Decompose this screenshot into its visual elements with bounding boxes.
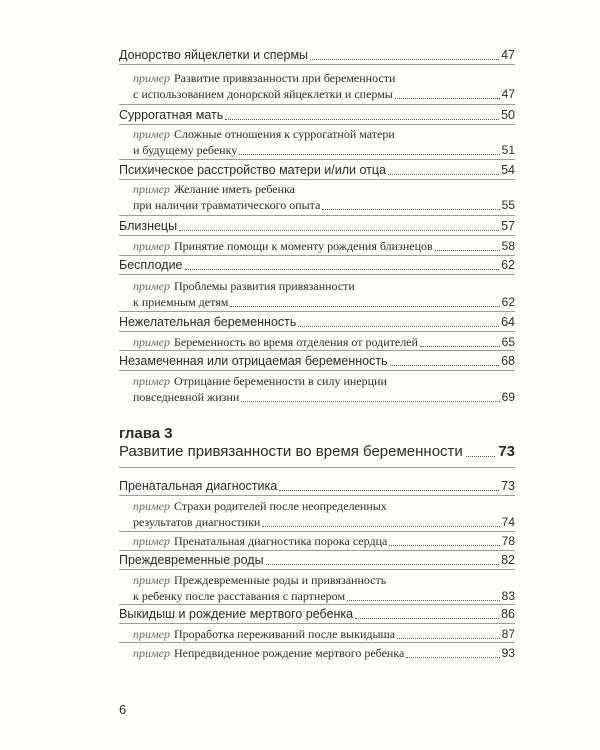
- toc-entry-title: Незамеченная или отрицаемая беременность: [119, 354, 388, 368]
- toc-example-entry: [133, 334, 515, 350]
- toc-page-number: 83: [501, 589, 515, 603]
- toc-entry-title-line1: Отрицание беременности в силу инерции: [173, 374, 387, 388]
- entry-divider: [119, 604, 515, 605]
- toc-entry-title-line2: к приемным детям: [133, 295, 229, 309]
- chapter-heading: [119, 443, 515, 461]
- toc-entry-title: Бесплодие: [119, 258, 183, 272]
- toc-entry: [119, 354, 515, 369]
- toc-example-entry: [133, 645, 515, 661]
- toc-entry-title-line1: Проблемы развития привязанности: [173, 279, 355, 293]
- leader-dots: [225, 119, 499, 120]
- entry-divider: [119, 495, 515, 496]
- entry-divider: [119, 274, 515, 275]
- chapter-title: Развитие привязанности во время беременности: [119, 443, 463, 460]
- example-label: пример: [133, 71, 170, 85]
- entry-divider: [119, 104, 515, 105]
- leader-dots: [355, 618, 499, 619]
- entry-divider: [119, 255, 515, 256]
- leader-dots: [466, 456, 496, 457]
- chapter-label: глава 3: [119, 425, 173, 442]
- toc-entry: [119, 315, 515, 330]
- toc-entry-title: Близнецы: [119, 219, 178, 233]
- leader-dots: [397, 638, 500, 639]
- toc-page-number: 82: [501, 553, 515, 567]
- entry-divider: [119, 124, 515, 125]
- leader-dots: [420, 346, 500, 347]
- toc-entry-title: Беременность во время отделения от родителей: [173, 335, 418, 349]
- toc-example-entry: [133, 572, 515, 604]
- toc-example-entry: [133, 626, 515, 642]
- leader-dots: [239, 154, 499, 155]
- toc-page-number: 57: [501, 219, 515, 233]
- toc-entry: [119, 108, 515, 123]
- toc-entry: [119, 219, 515, 234]
- entry-divider: [119, 370, 515, 371]
- example-label: пример: [133, 374, 170, 388]
- example-label: пример: [133, 499, 170, 513]
- toc-page-number: 69: [501, 390, 515, 404]
- toc-entry-title-line2: с использованием донорской яйцеклетки и спермы: [133, 87, 393, 101]
- example-label: пример: [133, 279, 170, 293]
- leader-dots: [310, 59, 499, 60]
- toc-page-number: 62: [501, 295, 515, 309]
- entry-divider: [119, 159, 515, 160]
- toc-page-number: 65: [501, 335, 515, 349]
- toc-entry-title-line2: результатов диагностики: [133, 515, 261, 529]
- toc-entry-title: Пренатальная диагностика порока сердца: [173, 534, 388, 548]
- entry-divider: [119, 623, 515, 624]
- toc-entry-title-line1: Страхи родителей после неопределенных: [173, 499, 387, 513]
- toc-example-entry: [133, 70, 515, 102]
- toc-entry: [119, 163, 515, 178]
- toc-page-number: 73: [501, 479, 515, 493]
- toc-page-number: 86: [501, 607, 515, 621]
- toc-example-entry: [133, 126, 515, 158]
- example-label: пример: [133, 239, 170, 253]
- toc-page-number: 50: [501, 108, 515, 122]
- entry-divider: [119, 235, 515, 236]
- toc-entry-title-line2: к ребенку после расставания с партнером: [133, 589, 346, 603]
- toc-entry: [119, 553, 515, 568]
- toc-page-number: 47: [501, 87, 515, 101]
- entry-divider: [119, 350, 515, 351]
- entry-divider: [119, 550, 515, 551]
- leader-dots: [241, 401, 499, 402]
- leader-dots: [388, 174, 499, 175]
- toc-page-number: 68: [501, 354, 515, 368]
- example-label: пример: [133, 182, 170, 196]
- table-of-contents: [119, 0, 515, 750]
- leader-dots: [406, 657, 499, 658]
- toc-entry-title: Непредвиденное рождение мертвого ребенка: [173, 646, 405, 660]
- toc-page-number: 54: [501, 163, 515, 177]
- toc-entry-title-line1: Сложные отношения к суррогатной матери: [173, 127, 395, 141]
- example-label: пример: [133, 573, 170, 587]
- leader-dots: [298, 326, 499, 327]
- toc-entry-title: Проработка переживаний после выкидыша: [173, 627, 396, 641]
- toc-entry: [119, 607, 515, 622]
- entry-divider: [119, 642, 515, 643]
- toc-entry-title: Психическое расстройство матери и/или отца: [119, 163, 386, 177]
- toc-entry-title-line2: и будущему ребенку: [133, 143, 238, 157]
- toc-entry-title-line1: Желание иметь ребенка: [173, 182, 295, 196]
- leader-dots: [279, 490, 499, 491]
- toc-page-number: 74: [501, 515, 515, 529]
- toc-example-entry: [133, 533, 515, 549]
- toc-example-entry: [133, 498, 515, 530]
- toc-page-number: 78: [501, 534, 515, 548]
- toc-page-number: 93: [501, 646, 515, 660]
- toc-entry: [119, 258, 515, 273]
- toc-entry: [119, 479, 515, 494]
- leader-dots: [185, 269, 500, 270]
- entry-divider: [119, 215, 515, 216]
- entry-divider: [119, 467, 515, 468]
- toc-page-number: 64: [501, 315, 515, 329]
- toc-entry: [119, 48, 515, 63]
- toc-entry-title: Нежелательная беременность: [119, 315, 297, 329]
- toc-example-entry: [133, 278, 515, 310]
- toc-entry-title: Суррогатная мать: [119, 108, 224, 122]
- example-label: пример: [133, 335, 170, 349]
- example-label: пример: [133, 534, 170, 548]
- leader-dots: [347, 600, 500, 601]
- leader-dots: [389, 545, 499, 546]
- toc-page-number: 47: [501, 48, 515, 62]
- leader-dots: [262, 526, 499, 527]
- toc-page-number: 87: [501, 627, 515, 641]
- toc-entry-title-line1: Преждевременные роды и привязанность: [173, 573, 387, 587]
- example-label: пример: [133, 627, 170, 641]
- toc-entry-title: Выкидыш и рождение мертвого ребенка: [119, 607, 354, 621]
- example-label: пример: [133, 127, 170, 141]
- toc-page-number: 55: [501, 198, 515, 212]
- page-number-folio: 6: [119, 702, 127, 717]
- toc-page-number: 62: [501, 258, 515, 272]
- entry-divider: [119, 531, 515, 532]
- entry-divider: [119, 311, 515, 312]
- leader-dots: [266, 564, 500, 565]
- chapter-page-number: 73: [498, 443, 515, 460]
- leader-dots: [179, 230, 499, 231]
- entry-divider: [119, 331, 515, 332]
- toc-page-number: 58: [501, 239, 515, 253]
- leader-dots: [395, 98, 500, 99]
- toc-entry-title-line2: повседневной жизни: [133, 390, 240, 404]
- toc-example-entry: [133, 238, 515, 254]
- toc-entry-title-line2: при наличии травматического опыта: [133, 198, 321, 212]
- leader-dots: [390, 365, 500, 366]
- leader-dots: [435, 250, 500, 251]
- toc-entry-title: Принятие помощи к моменту рождения близнецов: [173, 239, 433, 253]
- toc-entry-title: Донорство яйцеклетки и спермы: [119, 48, 309, 62]
- leader-dots: [230, 306, 499, 307]
- entry-divider: [119, 179, 515, 180]
- toc-entry-title-line1: Развитие привязанности при беременности: [173, 71, 396, 85]
- example-label: пример: [133, 646, 170, 660]
- toc-example-entry: [133, 181, 515, 213]
- toc-page-number: 51: [501, 143, 515, 157]
- entry-divider: [119, 569, 515, 570]
- leader-dots: [322, 209, 499, 210]
- toc-entry-title: Преждевременные роды: [119, 553, 264, 567]
- toc-example-entry: [133, 373, 515, 405]
- entry-divider: [119, 64, 515, 65]
- toc-entry-title: Пренатальная диагностика: [119, 479, 278, 493]
